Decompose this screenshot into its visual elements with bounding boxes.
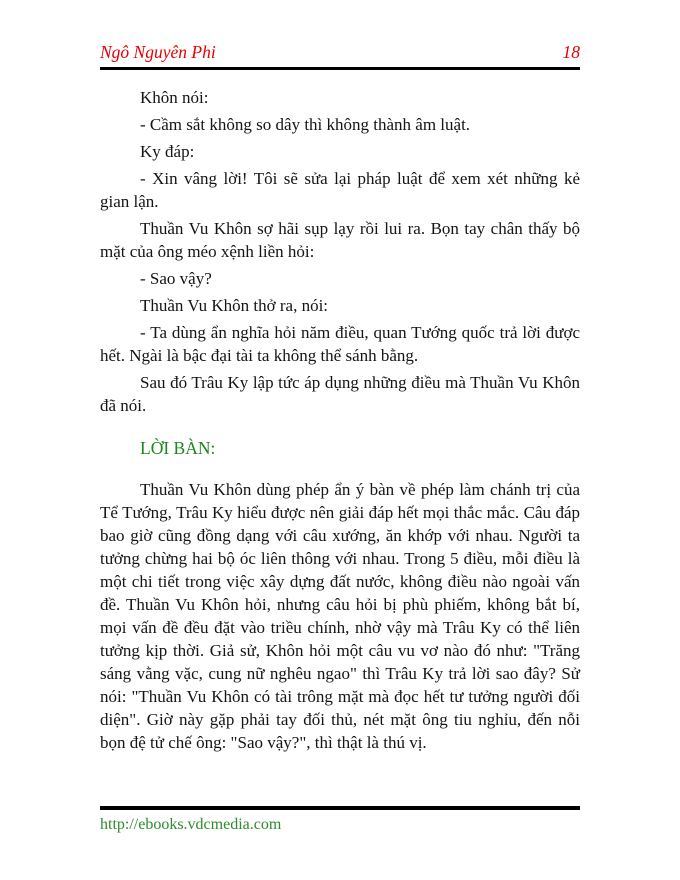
paragraph: Sau đó Trâu Ky lập tức áp dụng những điều mà Thuần Vu Khôn đã nói. — [100, 373, 580, 415]
header-page-number: 18 — [562, 42, 580, 62]
paragraph: Thuần Vu Khôn sợ hãi sụp lạy rồi lui ra. Bọn tay chân thấy bộ mặt của ông méo xệnh liền hỏi: — [100, 219, 580, 261]
paragraph: - Cầm sắt không so dây thì không thành âm luật. — [140, 115, 471, 134]
paragraph: Ky đáp: — [140, 142, 195, 161]
page-body — [100, 86, 580, 754]
paragraph: Thuần Vu Khôn thở ra, nói: — [140, 296, 329, 315]
paragraphs-before-heading — [100, 86, 580, 417]
paragraph: Khôn nói: — [140, 88, 209, 107]
footer-url-link[interactable]: http://ebooks.vdcmedia.com — [100, 815, 282, 833]
section-heading: LỜI BÀN: — [140, 438, 216, 458]
paragraphs-after-heading — [100, 478, 580, 754]
paragraph: - Sao vậy? — [140, 269, 212, 288]
paragraph: - Xin vâng lời! Tôi sẽ sửa lại pháp luật để xem xét những kẻ gian lận. — [100, 169, 580, 211]
page-footer — [100, 806, 580, 834]
paragraph: - Ta dùng ẩn nghĩa hỏi năm điều, quan Tướng quốc trả lời được hết. Ngài là bậc đại tài ta không thể sánh bằng. — [100, 323, 580, 365]
header-rule — [100, 67, 580, 70]
header-author: Ngô Nguyên Phi — [100, 42, 216, 62]
page-header — [100, 42, 580, 70]
paragraph: Thuần Vu Khôn dùng phép ẩn ý bàn về phép làm chánh trị của Tể Tướng, Trâu Ky hiểu được nên giải đáp hết mọi thắc mắc. Câu đáp bao giờ cũng đồng dạng với câu xướng, ăn khớp với nhau. Người ta tưởng chừng hai bộ óc liên thông với nhau. Trong 5 điều, mỗi điều là một chi tiết trong việc xây dựng đất nước, không điều nào ngoài vấn đề. Thuần Vu Khôn hỏi, nhưng câu hỏi bị phù phiếm, không bắt bí, mọi vấn đề đều đặt vào triều chính, nhờ vậy mà Trâu Ky có thể liên tưởng kịp thời. Giả sử, Khôn hỏi một câu vu vơ nào đó như: "Trăng sáng vằng vặc, cung nữ nghêu ngao" thì Trâu Ky trả lời sao đây? Sử nói: "Thuần Vu Khôn có tài trông mặt mà đọc hết tư tưởng người đối diện". Giờ này gặp phải tay đối thủ, nét mặt ông tiu nghỉu, đến nỗi bọn đệ tử chế ông: "Sao vậy?", thì thật là thú vị. — [100, 480, 580, 752]
footer-rule — [100, 806, 580, 810]
